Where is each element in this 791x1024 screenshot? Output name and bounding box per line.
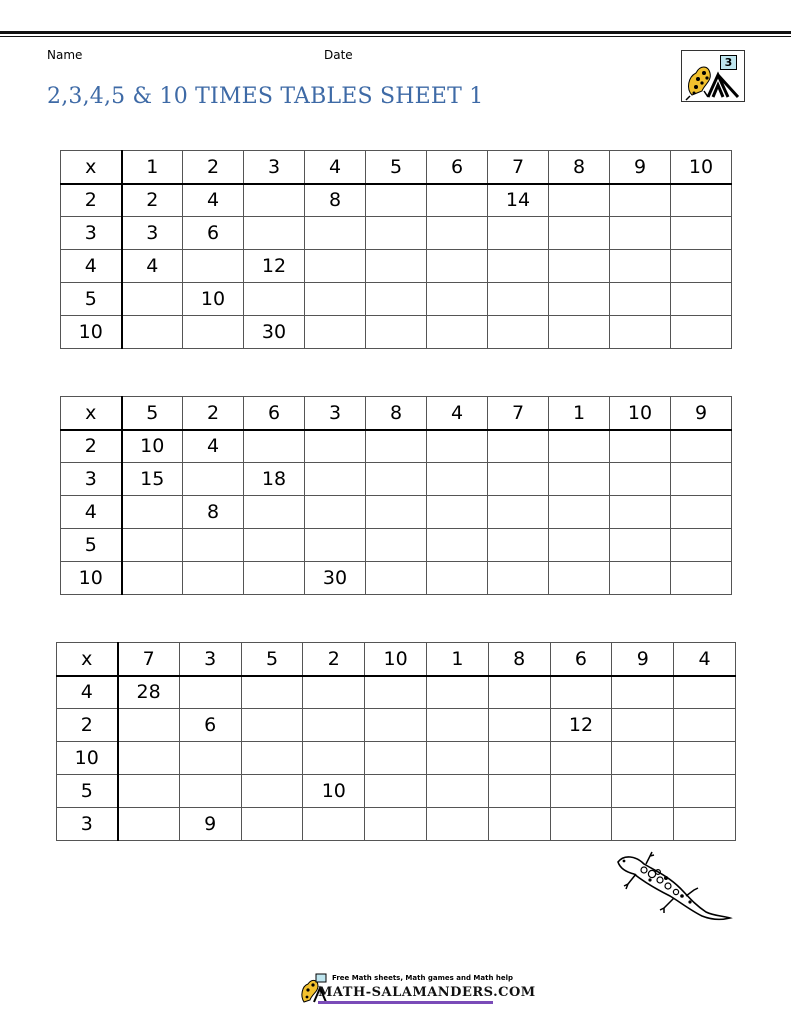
column-header: 7 bbox=[488, 151, 549, 184]
answer-cell[interactable] bbox=[426, 742, 488, 775]
column-header: 1 bbox=[426, 643, 488, 676]
row-header: 2 bbox=[57, 709, 118, 742]
answer-cell[interactable]: 4 bbox=[122, 250, 183, 283]
answer-cell[interactable] bbox=[550, 742, 612, 775]
answer-cell[interactable] bbox=[179, 676, 241, 709]
table-header-row bbox=[61, 397, 732, 430]
answer-cell[interactable]: 10 bbox=[183, 283, 244, 316]
column-header: 8 bbox=[366, 397, 427, 430]
answer-cell[interactable] bbox=[488, 775, 550, 808]
answer-cell[interactable] bbox=[366, 496, 427, 529]
answer-cell[interactable]: 4 bbox=[183, 430, 244, 463]
table-row bbox=[61, 562, 732, 595]
name-label: Name bbox=[47, 48, 83, 62]
row-header: 3 bbox=[61, 217, 122, 250]
answer-cell[interactable] bbox=[118, 709, 180, 742]
answer-cell[interactable] bbox=[244, 562, 305, 595]
answer-cell[interactable]: 12 bbox=[244, 250, 305, 283]
column-header: 4 bbox=[305, 151, 366, 184]
column-header: 1 bbox=[122, 151, 183, 184]
column-header: 8 bbox=[488, 643, 550, 676]
table-row bbox=[61, 217, 732, 250]
answer-cell[interactable]: 6 bbox=[179, 709, 241, 742]
row-header: 10 bbox=[61, 316, 122, 349]
answer-cell[interactable] bbox=[303, 742, 365, 775]
table-row bbox=[61, 250, 732, 283]
table-header-row bbox=[57, 643, 736, 676]
column-header: 6 bbox=[244, 397, 305, 430]
answer-cell[interactable]: 12 bbox=[550, 709, 612, 742]
answer-cell[interactable] bbox=[549, 430, 610, 463]
answer-cell[interactable] bbox=[488, 808, 550, 841]
answer-cell[interactable] bbox=[488, 676, 550, 709]
answer-cell[interactable] bbox=[610, 529, 671, 562]
answer-cell[interactable]: 30 bbox=[244, 316, 305, 349]
answer-cell[interactable] bbox=[426, 808, 488, 841]
table-row bbox=[61, 529, 732, 562]
answer-cell[interactable] bbox=[488, 283, 549, 316]
row-header: 10 bbox=[61, 562, 122, 595]
answer-cell[interactable] bbox=[305, 217, 366, 250]
answer-cell[interactable] bbox=[427, 430, 488, 463]
answer-cell[interactable] bbox=[241, 676, 303, 709]
answer-cell[interactable] bbox=[549, 250, 610, 283]
corner-cell: x bbox=[61, 151, 122, 184]
answer-cell[interactable] bbox=[550, 775, 612, 808]
answer-cell[interactable] bbox=[612, 676, 674, 709]
column-header: 7 bbox=[488, 397, 549, 430]
row-header: 3 bbox=[57, 808, 118, 841]
header-rule-thin bbox=[0, 36, 791, 37]
column-header: 9 bbox=[610, 151, 671, 184]
answer-cell[interactable] bbox=[366, 529, 427, 562]
answer-cell[interactable]: 2 bbox=[122, 184, 183, 217]
answer-cell[interactable] bbox=[610, 316, 671, 349]
answer-cell[interactable] bbox=[612, 709, 674, 742]
answer-cell[interactable] bbox=[610, 496, 671, 529]
answer-cell[interactable] bbox=[303, 709, 365, 742]
table-row bbox=[57, 742, 736, 775]
answer-cell[interactable] bbox=[183, 463, 244, 496]
answer-cell[interactable] bbox=[612, 775, 674, 808]
answer-cell[interactable] bbox=[122, 529, 183, 562]
table-row bbox=[61, 496, 732, 529]
answer-cell[interactable] bbox=[612, 742, 674, 775]
column-header: 2 bbox=[183, 397, 244, 430]
answer-cell[interactable] bbox=[427, 184, 488, 217]
answer-cell[interactable] bbox=[244, 184, 305, 217]
answer-cell[interactable] bbox=[365, 742, 427, 775]
row-header: 10 bbox=[57, 742, 118, 775]
answer-cell[interactable] bbox=[122, 283, 183, 316]
table-header-row bbox=[61, 151, 732, 184]
answer-cell[interactable]: 28 bbox=[118, 676, 180, 709]
times-table-2 bbox=[60, 396, 732, 595]
column-header: 6 bbox=[427, 151, 488, 184]
footer-brand[interactable]: MATH-SALAMANDERS.COM bbox=[318, 985, 536, 1000]
answer-cell[interactable] bbox=[244, 529, 305, 562]
times-table-1 bbox=[60, 150, 732, 349]
row-header: 2 bbox=[61, 184, 122, 217]
answer-cell[interactable]: 8 bbox=[305, 184, 366, 217]
column-header: 3 bbox=[179, 643, 241, 676]
answer-cell[interactable] bbox=[610, 283, 671, 316]
answer-cell[interactable] bbox=[427, 217, 488, 250]
answer-cell[interactable] bbox=[488, 430, 549, 463]
answer-cell[interactable] bbox=[674, 676, 736, 709]
answer-cell[interactable]: 18 bbox=[244, 463, 305, 496]
column-header: 2 bbox=[303, 643, 365, 676]
logo-badge bbox=[681, 50, 745, 102]
answer-cell[interactable] bbox=[118, 742, 180, 775]
answer-cell[interactable] bbox=[305, 316, 366, 349]
logo-grade-number: 3 bbox=[720, 55, 737, 70]
answer-cell[interactable] bbox=[671, 529, 732, 562]
answer-cell[interactable] bbox=[427, 250, 488, 283]
row-header: 5 bbox=[61, 529, 122, 562]
answer-cell[interactable] bbox=[671, 184, 732, 217]
answer-cell[interactable]: 6 bbox=[183, 217, 244, 250]
answer-cell[interactable] bbox=[427, 562, 488, 595]
answer-cell[interactable] bbox=[305, 496, 366, 529]
answer-cell[interactable] bbox=[488, 217, 549, 250]
answer-cell[interactable] bbox=[549, 283, 610, 316]
answer-cell[interactable] bbox=[610, 562, 671, 595]
answer-cell[interactable] bbox=[488, 562, 549, 595]
answer-cell[interactable] bbox=[183, 562, 244, 595]
date-label: Date bbox=[324, 48, 353, 62]
table-row bbox=[61, 283, 732, 316]
column-header: 9 bbox=[612, 643, 674, 676]
salamander-illustration-icon bbox=[614, 850, 734, 930]
answer-cell[interactable] bbox=[671, 283, 732, 316]
corner-cell: x bbox=[57, 643, 118, 676]
answer-cell[interactable] bbox=[427, 283, 488, 316]
answer-cell[interactable] bbox=[305, 250, 366, 283]
answer-cell[interactable] bbox=[183, 316, 244, 349]
answer-cell[interactable] bbox=[244, 496, 305, 529]
answer-cell[interactable] bbox=[610, 250, 671, 283]
column-header: 7 bbox=[118, 643, 180, 676]
column-header: 9 bbox=[671, 397, 732, 430]
answer-cell[interactable] bbox=[305, 283, 366, 316]
answer-cell[interactable] bbox=[366, 184, 427, 217]
answer-cell[interactable] bbox=[365, 709, 427, 742]
answer-cell[interactable]: 8 bbox=[183, 496, 244, 529]
footer-underline bbox=[318, 1001, 493, 1004]
table-row bbox=[61, 463, 732, 496]
row-header: 2 bbox=[61, 430, 122, 463]
answer-cell[interactable] bbox=[179, 775, 241, 808]
answer-cell[interactable] bbox=[241, 709, 303, 742]
answer-cell[interactable] bbox=[671, 316, 732, 349]
column-header: 5 bbox=[366, 151, 427, 184]
column-header: 4 bbox=[674, 643, 736, 676]
column-header: 3 bbox=[244, 151, 305, 184]
answer-cell[interactable] bbox=[427, 463, 488, 496]
column-header: 5 bbox=[122, 397, 183, 430]
table-row bbox=[57, 775, 736, 808]
answer-cell[interactable] bbox=[244, 217, 305, 250]
corner-cell: x bbox=[61, 397, 122, 430]
answer-cell[interactable] bbox=[366, 283, 427, 316]
answer-cell[interactable] bbox=[549, 316, 610, 349]
column-header: 10 bbox=[610, 397, 671, 430]
answer-cell[interactable] bbox=[122, 562, 183, 595]
answer-cell[interactable] bbox=[366, 250, 427, 283]
answer-cell[interactable] bbox=[610, 184, 671, 217]
answer-cell[interactable] bbox=[550, 808, 612, 841]
answer-cell[interactable] bbox=[305, 463, 366, 496]
answer-cell[interactable] bbox=[488, 742, 550, 775]
answer-cell[interactable]: 3 bbox=[122, 217, 183, 250]
answer-cell[interactable] bbox=[365, 775, 427, 808]
row-header: 5 bbox=[61, 283, 122, 316]
answer-cell[interactable] bbox=[303, 808, 365, 841]
answer-cell[interactable] bbox=[179, 742, 241, 775]
column-header: 8 bbox=[549, 151, 610, 184]
answer-cell[interactable] bbox=[365, 676, 427, 709]
footer-tagline: Free Math sheets, Math games and Math help bbox=[332, 974, 514, 982]
answer-cell[interactable] bbox=[241, 775, 303, 808]
answer-cell[interactable]: 9 bbox=[179, 808, 241, 841]
answer-cell[interactable] bbox=[671, 250, 732, 283]
answer-cell[interactable] bbox=[244, 430, 305, 463]
answer-cell[interactable] bbox=[303, 676, 365, 709]
answer-cell[interactable] bbox=[549, 463, 610, 496]
page-title: 2,3,4,5 & 10 TIMES TABLES SHEET 1 bbox=[47, 84, 484, 109]
answer-cell[interactable] bbox=[488, 463, 549, 496]
table-row bbox=[61, 184, 732, 217]
answer-cell[interactable]: 10 bbox=[122, 430, 183, 463]
answer-cell[interactable] bbox=[366, 562, 427, 595]
answer-cell[interactable] bbox=[488, 316, 549, 349]
table-row bbox=[57, 709, 736, 742]
answer-cell[interactable] bbox=[549, 529, 610, 562]
column-header: 6 bbox=[550, 643, 612, 676]
row-header: 5 bbox=[57, 775, 118, 808]
answer-cell[interactable] bbox=[366, 316, 427, 349]
answer-cell[interactable] bbox=[550, 676, 612, 709]
answer-cell[interactable] bbox=[488, 496, 549, 529]
row-header: 4 bbox=[57, 676, 118, 709]
answer-cell[interactable] bbox=[671, 217, 732, 250]
answer-cell[interactable] bbox=[674, 742, 736, 775]
answer-cell[interactable] bbox=[241, 808, 303, 841]
answer-cell[interactable] bbox=[674, 709, 736, 742]
column-header: 4 bbox=[427, 397, 488, 430]
answer-cell[interactable] bbox=[305, 529, 366, 562]
answer-cell[interactable] bbox=[671, 496, 732, 529]
row-header: 4 bbox=[61, 250, 122, 283]
answer-cell[interactable]: 4 bbox=[183, 184, 244, 217]
header-rule-thick bbox=[0, 31, 791, 34]
answer-cell[interactable] bbox=[610, 463, 671, 496]
answer-cell[interactable] bbox=[426, 775, 488, 808]
answer-cell[interactable] bbox=[488, 709, 550, 742]
answer-cell[interactable]: 30 bbox=[305, 562, 366, 595]
answer-cell[interactable] bbox=[366, 217, 427, 250]
column-header: 10 bbox=[671, 151, 732, 184]
answer-cell[interactable] bbox=[549, 496, 610, 529]
answer-cell[interactable] bbox=[427, 316, 488, 349]
answer-cell[interactable] bbox=[122, 316, 183, 349]
answer-cell[interactable] bbox=[118, 775, 180, 808]
answer-cell[interactable] bbox=[122, 496, 183, 529]
answer-cell[interactable] bbox=[241, 742, 303, 775]
row-header: 3 bbox=[61, 463, 122, 496]
times-table-3 bbox=[56, 642, 736, 841]
column-header: 1 bbox=[549, 397, 610, 430]
column-header: 2 bbox=[183, 151, 244, 184]
answer-cell[interactable] bbox=[674, 775, 736, 808]
answer-cell[interactable] bbox=[365, 808, 427, 841]
answer-cell[interactable] bbox=[183, 250, 244, 283]
row-header: 4 bbox=[61, 496, 122, 529]
answer-cell[interactable] bbox=[426, 709, 488, 742]
answer-cell[interactable] bbox=[366, 430, 427, 463]
answer-cell[interactable] bbox=[612, 808, 674, 841]
answer-cell[interactable] bbox=[183, 529, 244, 562]
answer-cell[interactable] bbox=[674, 808, 736, 841]
answer-cell[interactable] bbox=[366, 463, 427, 496]
answer-cell[interactable] bbox=[426, 676, 488, 709]
answer-cell[interactable] bbox=[671, 463, 732, 496]
table-row bbox=[61, 316, 732, 349]
answer-cell[interactable] bbox=[610, 430, 671, 463]
column-header: 5 bbox=[241, 643, 303, 676]
column-header: 10 bbox=[365, 643, 427, 676]
table-row bbox=[57, 676, 736, 709]
answer-cell[interactable] bbox=[488, 529, 549, 562]
column-header: 3 bbox=[305, 397, 366, 430]
answer-cell[interactable] bbox=[427, 496, 488, 529]
answer-cell[interactable] bbox=[610, 217, 671, 250]
answer-cell[interactable] bbox=[305, 430, 366, 463]
answer-cell[interactable]: 14 bbox=[488, 184, 549, 217]
answer-cell[interactable]: 10 bbox=[303, 775, 365, 808]
answer-cell[interactable] bbox=[244, 283, 305, 316]
answer-cell[interactable] bbox=[549, 562, 610, 595]
answer-cell[interactable] bbox=[549, 184, 610, 217]
answer-cell[interactable] bbox=[118, 808, 180, 841]
answer-cell[interactable] bbox=[427, 529, 488, 562]
table-row bbox=[57, 808, 736, 841]
answer-cell[interactable] bbox=[671, 562, 732, 595]
answer-cell[interactable]: 15 bbox=[122, 463, 183, 496]
answer-cell[interactable] bbox=[671, 430, 732, 463]
answer-cell[interactable] bbox=[549, 217, 610, 250]
table-row bbox=[61, 430, 732, 463]
answer-cell[interactable] bbox=[488, 250, 549, 283]
